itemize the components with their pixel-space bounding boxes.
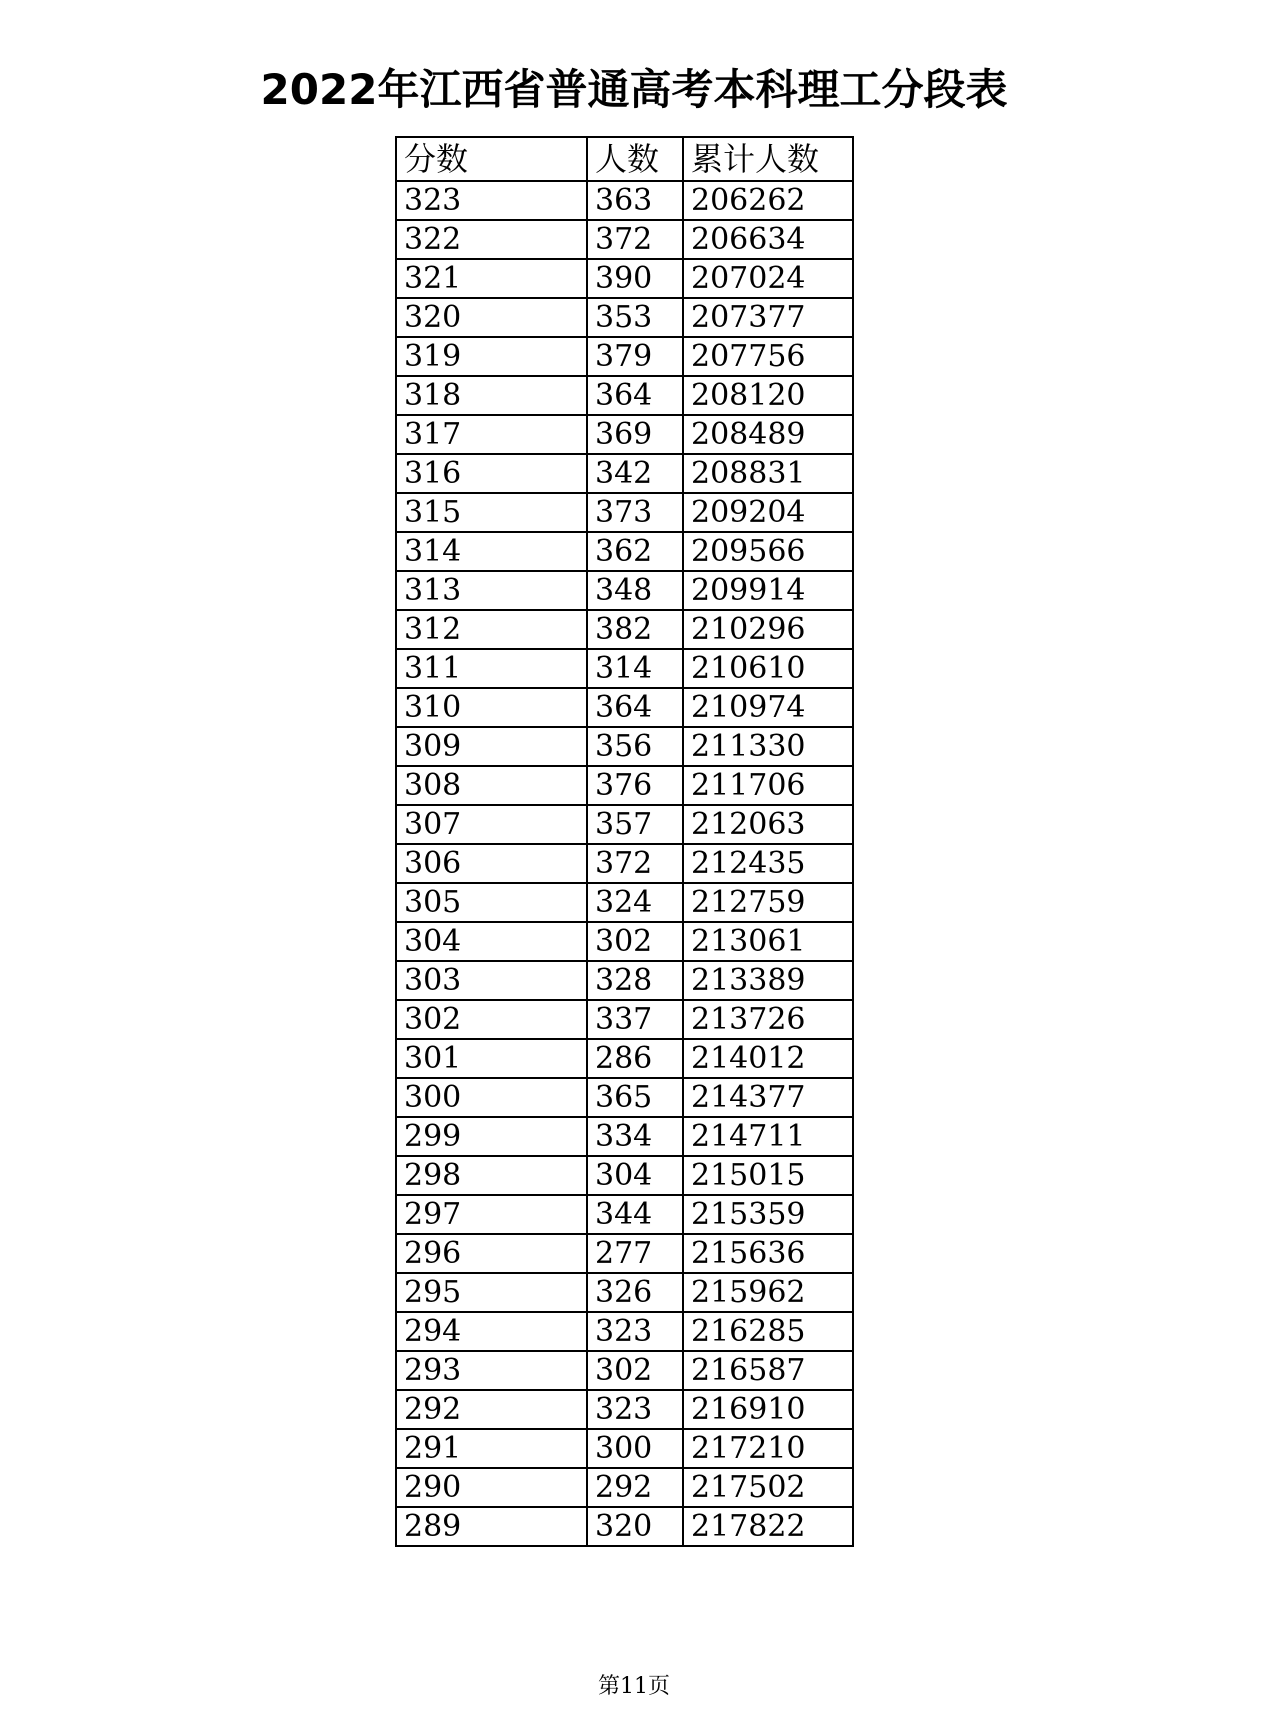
cell-score: 318 [396,376,587,415]
cell-cumulative: 208489 [683,415,853,454]
cell-count: 379 [587,337,683,376]
cell-count: 364 [587,376,683,415]
cell-cumulative: 213726 [683,1000,853,1039]
table-row [396,1000,853,1039]
cell-cumulative: 215359 [683,1195,853,1234]
table-row [396,766,853,805]
cell-cumulative: 217822 [683,1507,853,1546]
cell-score: 316 [396,454,587,493]
table-row [396,1078,853,1117]
cell-score: 320 [396,298,587,337]
cell-count: 362 [587,532,683,571]
cell-cumulative: 214012 [683,1039,853,1078]
table-row [396,610,853,649]
cell-count: 302 [587,1351,683,1390]
page-title: 2022年江西省普通高考本科理工分段表 [260,65,1008,114]
cell-cumulative: 209566 [683,532,853,571]
page-number: 第11页 [598,1674,670,1699]
cell-count: 328 [587,961,683,1000]
cell-cumulative: 212759 [683,883,853,922]
cell-count: 277 [587,1234,683,1273]
cell-count: 372 [587,844,683,883]
table-row [396,1234,853,1273]
table-row [396,1351,853,1390]
cell-count: 369 [587,415,683,454]
cell-count: 323 [587,1312,683,1351]
cell-cumulative: 216910 [683,1390,853,1429]
table-row [396,1390,853,1429]
table-row [396,688,853,727]
cell-cumulative: 211706 [683,766,853,805]
cell-cumulative: 214711 [683,1117,853,1156]
cell-count: 326 [587,1273,683,1312]
cell-cumulative: 212435 [683,844,853,883]
table-row [396,337,853,376]
table-row [396,805,853,844]
cell-cumulative: 217210 [683,1429,853,1468]
cell-score: 308 [396,766,587,805]
cell-count: 342 [587,454,683,493]
cell-score: 301 [396,1039,587,1078]
table-row [396,493,853,532]
cell-count: 300 [587,1429,683,1468]
cell-score: 300 [396,1078,587,1117]
cell-score: 291 [396,1429,587,1468]
cell-cumulative: 217502 [683,1468,853,1507]
cell-cumulative: 207377 [683,298,853,337]
table-row [396,1468,853,1507]
cell-cumulative: 212063 [683,805,853,844]
cell-count: 314 [587,649,683,688]
cell-count: 373 [587,493,683,532]
cell-count: 286 [587,1039,683,1078]
cell-score: 298 [396,1156,587,1195]
cell-count: 372 [587,220,683,259]
cell-score: 309 [396,727,587,766]
table-row [396,961,853,1000]
cell-cumulative: 209204 [683,493,853,532]
cell-score: 289 [396,1507,587,1546]
cell-cumulative: 216587 [683,1351,853,1390]
cell-cumulative: 208831 [683,454,853,493]
cell-count: 292 [587,1468,683,1507]
cell-score: 313 [396,571,587,610]
cell-cumulative: 214377 [683,1078,853,1117]
cell-score: 294 [396,1312,587,1351]
cell-score: 307 [396,805,587,844]
cell-cumulative: 210974 [683,688,853,727]
table-row [396,1429,853,1468]
table-row [396,415,853,454]
cell-score: 315 [396,493,587,532]
cell-cumulative: 213061 [683,922,853,961]
header-score: 分数 [396,137,587,181]
cell-score: 305 [396,883,587,922]
table-row [396,883,853,922]
cell-cumulative: 215015 [683,1156,853,1195]
cell-cumulative: 210296 [683,610,853,649]
cell-count: 324 [587,883,683,922]
cell-score: 306 [396,844,587,883]
score-distribution-table [395,136,854,1547]
table-row [396,1195,853,1234]
cell-score: 323 [396,181,587,220]
cell-cumulative: 207024 [683,259,853,298]
cell-score: 311 [396,649,587,688]
cell-cumulative: 209914 [683,571,853,610]
cell-count: 304 [587,1156,683,1195]
cell-cumulative: 216285 [683,1312,853,1351]
cell-cumulative: 206634 [683,220,853,259]
table-row [396,1117,853,1156]
cell-count: 363 [587,181,683,220]
cell-cumulative: 210610 [683,649,853,688]
cell-score: 322 [396,220,587,259]
table-row [396,1156,853,1195]
table-row [396,1312,853,1351]
cell-count: 320 [587,1507,683,1546]
cell-score: 296 [396,1234,587,1273]
cell-score: 297 [396,1195,587,1234]
table-row [396,454,853,493]
cell-score: 295 [396,1273,587,1312]
header-cumulative: 累计人数 [683,137,853,181]
cell-count: 323 [587,1390,683,1429]
table-row [396,259,853,298]
cell-count: 382 [587,610,683,649]
cell-cumulative: 213389 [683,961,853,1000]
cell-count: 357 [587,805,683,844]
cell-score: 302 [396,1000,587,1039]
cell-count: 364 [587,688,683,727]
cell-count: 334 [587,1117,683,1156]
table-row [396,298,853,337]
cell-score: 299 [396,1117,587,1156]
cell-cumulative: 215636 [683,1234,853,1273]
table-body [396,181,853,1546]
cell-score: 290 [396,1468,587,1507]
table-row [396,649,853,688]
table-row [396,844,853,883]
table-row [396,532,853,571]
table-row [396,181,853,220]
table-row [396,1273,853,1312]
cell-score: 304 [396,922,587,961]
cell-count: 390 [587,259,683,298]
cell-count: 348 [587,571,683,610]
cell-count: 376 [587,766,683,805]
cell-count: 356 [587,727,683,766]
cell-score: 303 [396,961,587,1000]
cell-cumulative: 208120 [683,376,853,415]
cell-cumulative: 215962 [683,1273,853,1312]
table-row [396,1507,853,1546]
cell-cumulative: 206262 [683,181,853,220]
cell-count: 337 [587,1000,683,1039]
cell-score: 319 [396,337,587,376]
table-row [396,376,853,415]
table-row [396,727,853,766]
cell-score: 292 [396,1390,587,1429]
cell-score: 310 [396,688,587,727]
cell-count: 353 [587,298,683,337]
cell-count: 365 [587,1078,683,1117]
cell-count: 344 [587,1195,683,1234]
cell-score: 321 [396,259,587,298]
cell-cumulative: 211330 [683,727,853,766]
cell-score: 312 [396,610,587,649]
table-row [396,1039,853,1078]
table-header-row [396,137,853,181]
cell-score: 317 [396,415,587,454]
table-row [396,220,853,259]
cell-score: 314 [396,532,587,571]
cell-cumulative: 207756 [683,337,853,376]
table-row [396,922,853,961]
header-count: 人数 [587,137,683,181]
table-row [396,571,853,610]
cell-score: 293 [396,1351,587,1390]
cell-count: 302 [587,922,683,961]
